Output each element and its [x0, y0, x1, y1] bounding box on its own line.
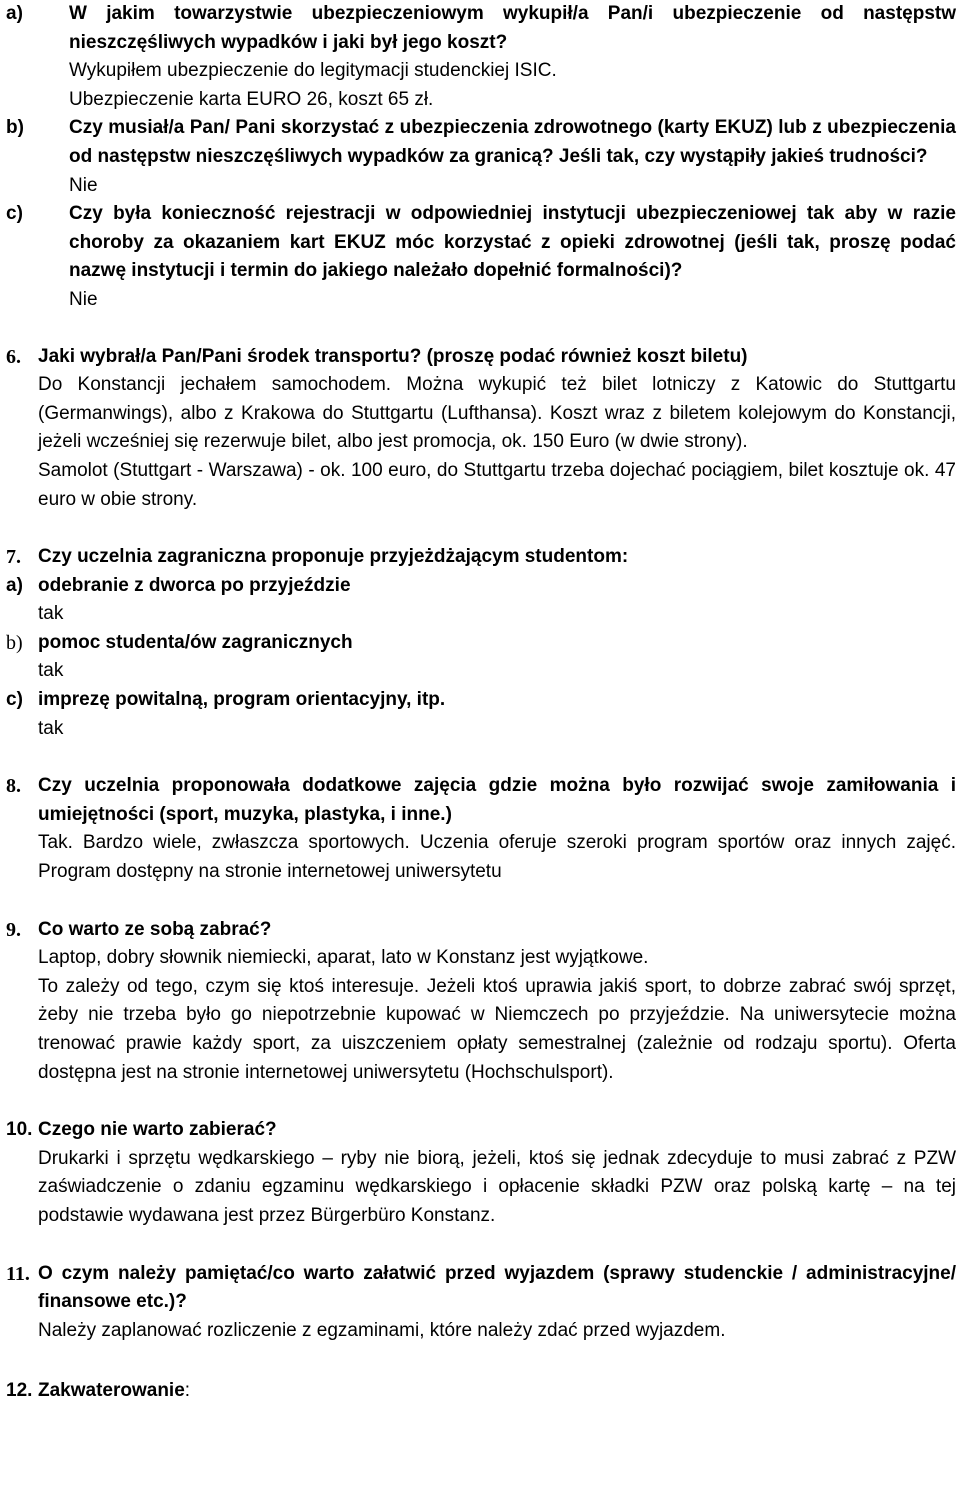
question-text: Co warto ze sobą zabrać? — [38, 918, 272, 940]
question-colon: : — [184, 1380, 191, 1402]
section-number: 10. — [6, 1119, 33, 1141]
list-item-c — [6, 686, 956, 743]
item-label: pomoc studenta/ów zagranicznych — [38, 631, 353, 653]
answer-line: Nie — [69, 174, 98, 196]
question-text: Czy była konieczność rejestracji w odpowiedniej instytucji ubezpieczeniowej tak aby w razie choroby za okazaniem kart EKUZ móc korzystać z opieki zdrowotnej (jeśli tak, proszę podać nazwę instytucji i termin do jakiego należało dopełnić formalności)? — [69, 203, 956, 282]
question-text: Czy uczelnia zagraniczna proponuje przyjeżdżającym studentom: — [38, 546, 629, 568]
section-number: 11. — [6, 1262, 30, 1285]
item-marker: c) — [6, 689, 23, 711]
item-marker: b) — [6, 117, 24, 139]
answer-paragraph: To zależy od tego, czym się ktoś interesuje. Jeżeli ktoś uprawia jakiś sport, to dobrze zabrać swój sprzęt, żeby nie trzeba było go niepotrzebnie kupować w Niemczech po przyjeździe. Na uniwersytecie można trenować prawie każdy sport, za uiszczeniem opłaty semestralnej (zależnie od rodzaju sportu). Oferta dostępna jest na stronie internetowej uniwersytetu (Hochschulsport). — [38, 975, 956, 1083]
answer-line: Ubezpieczenie karta EURO 26, koszt 65 zł. — [69, 88, 434, 110]
question-text: Czego nie warto zabierać? — [38, 1119, 277, 1141]
answer-paragraph: Samolot (Stuttgart - Warszawa) - ok. 100 euro, do Stuttgartu trzeba dojechać pociągiem, bilet kosztuje ok. 47 euro w obie strony. — [38, 459, 956, 510]
item-marker: a) — [6, 3, 23, 24]
question-text: Czy uczelnia proponowała dodatkowe zajęcia gdzie można było rozwijać swoje zamiłowania i umiejętności (sport, muzyka, plastyka, i inne.) — [38, 775, 956, 825]
answer-line: Laptop, dobry słownik niemiecki, aparat, lato w Konstanz jest wyjątkowe. — [38, 947, 649, 969]
answer-paragraph: Drukarki i sprzętu wędkarskiego – ryby nie biorą, jeżeli, ktoś się jednak zdecyduje to musi zabrać z PZW zaświadczenie o zdaniu egzaminu wędkarskiego i opłacenie składki PZW oraz polską kartę – na tej podstawie wydawana jest przez Bürgerbüro Konstanz. — [38, 1147, 956, 1226]
question-text: O czym należy pamiętać/co warto załatwić przed wyjazdem (sprawy studenckie / administracyjne/ finansowe etc.)? — [38, 1262, 956, 1313]
answer-paragraph: Tak. Bardzo wiele, zwłaszcza sportowych. Uczenia oferuje szeroki program sportów oraz innych zajęć. Program dostępny na stronie internetowej uniwersytetu — [38, 832, 956, 883]
question-a — [6, 0, 956, 114]
answer-paragraph: Do Konstancji jechałem samochodem. Można wykupić też bilet lotniczy z Katowic do Stuttgartu (Germanwings), albo z Krakowa do Stuttgartu (Lufthansa). Koszt wraz z biletem kolejowym do Konstancji, jeżeli wcześniej się rezerwuje bilet, albo jest promocja, ok. 150 Euro (w dwie strony). — [38, 374, 956, 453]
question-text — [38, 343, 956, 372]
question-text: W jakim towarzystwie ubezpieczeniowym wykupił/a Pan/i ubezpieczenie od następstw nieszczęśliwych wypadków i jaki był jego koszt? — [69, 3, 956, 53]
section-9 — [6, 916, 956, 1088]
answer-line: Wykupiłem ubezpieczenie do legitymacji studenckiej ISIC. — [69, 60, 557, 82]
section-10 — [6, 1116, 956, 1230]
section-number: 9. — [6, 918, 21, 941]
list-item-a — [6, 572, 956, 629]
item-marker: a) — [6, 574, 23, 596]
answer-line: tak — [38, 603, 64, 625]
item-marker: b) — [6, 631, 23, 654]
question-c — [6, 200, 956, 314]
question-main: Zakwaterowanie — [38, 1380, 185, 1402]
question-text — [38, 1377, 956, 1406]
section-11 — [6, 1260, 956, 1346]
answer-line: Należy zaplanować rozliczenie z egzaminami, które należy zdać przed wyjazdem. — [38, 1319, 726, 1341]
list-item-b — [6, 629, 956, 686]
item-label: imprezę powitalną, program orientacyjny, itp. — [38, 689, 446, 711]
document-page — [6, 0, 956, 1406]
question-main: Jaki wybrał/a Pan/Pani środek transportu? — [38, 345, 422, 367]
section-number: 6. — [6, 345, 21, 368]
section-number: 8. — [6, 775, 21, 798]
section-number: 7. — [6, 546, 21, 569]
section-7 — [6, 543, 956, 572]
question-note: (proszę podać również koszt biletu) — [421, 345, 748, 367]
answer-line: Nie — [69, 288, 98, 310]
item-marker: c) — [6, 203, 23, 225]
section-6 — [6, 343, 956, 515]
answer-line: tak — [38, 660, 64, 682]
section-number: 12. — [6, 1380, 33, 1402]
item-label: odebranie z dworca po przyjeździe — [38, 574, 351, 596]
question-text: Czy musiał/a Pan/ Pani skorzystać z ubezpieczenia zdrowotnego (karty EKUZ) lub z ubezpieczenia od następstw nieszczęśliwych wypadków za granicą? Jeśli tak, czy wystąpiły jakieś trudności? — [69, 117, 956, 167]
answer-line: tak — [38, 717, 64, 739]
section-8 — [6, 772, 956, 886]
question-b — [6, 114, 956, 200]
section-12 — [6, 1377, 956, 1406]
